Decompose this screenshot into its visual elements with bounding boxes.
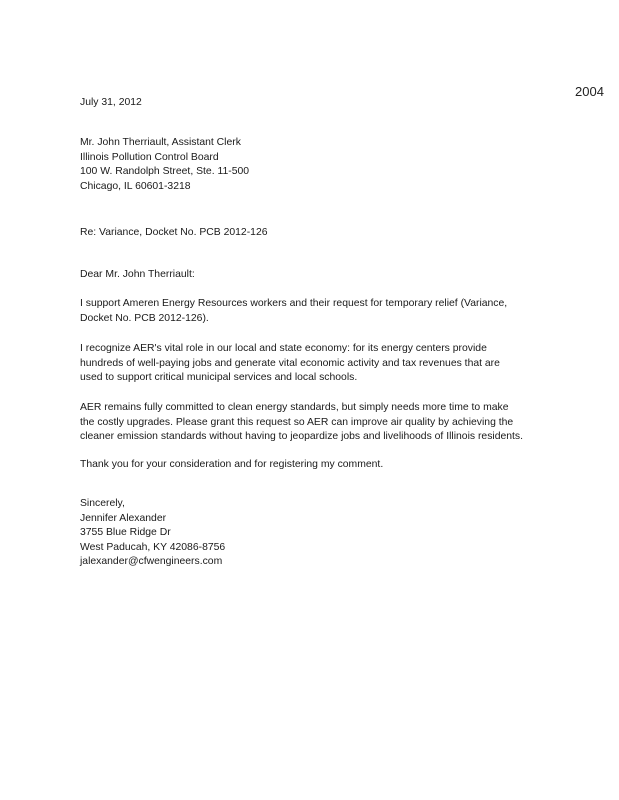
recipient-line: Mr. John Therriault, Assistant Clerk	[80, 137, 241, 148]
paragraph-2-line: hundreds of well-paying jobs and generate vital economic activity and tax revenues that are	[80, 357, 500, 369]
closing: Sincerely,	[80, 498, 125, 509]
paragraph-3-line: cleaner emission standards without having to jeopardize jobs and livelihoods of Illinois residents.	[80, 431, 524, 442]
paragraph-3-line: AER remains fully committed to clean energy standards, but simply needs more time to make	[80, 402, 509, 413]
signature-name: Jennifer Alexander	[80, 512, 167, 524]
paragraph-2-line: I recognize AER's vital role in our local and state economy: for its energy centers provide	[80, 343, 487, 354]
letter-date: July 31, 2012	[80, 97, 142, 108]
recipient-line: Chicago, IL 60601-3218	[80, 180, 191, 192]
signature-email: jalexander@cfwengineers.com	[80, 556, 223, 567]
paragraph-3-line: the costly upgrades. Please grant this request so AER can improve air quality by achieving the	[80, 416, 514, 428]
page-number: 2004	[575, 84, 604, 99]
salutation: Dear Mr. John Therriault:	[80, 269, 195, 280]
paragraph-4-line: Thank you for your consideration and for registering my comment.	[80, 459, 384, 470]
paragraph-1-line: I support Ameren Energy Resources workers and their request for temporary relief (Variance,	[80, 298, 508, 309]
recipient-line: Illinois Pollution Control Board	[80, 151, 219, 163]
re-line: Re: Variance, Docket No. PCB 2012-126	[80, 227, 268, 238]
paragraph-1-line: Docket No. PCB 2012-126).	[80, 312, 209, 324]
signature-address: 3755 Blue Ridge Dr	[80, 527, 171, 538]
paragraph-2-line: used to support critical municipal services and local schools.	[80, 372, 358, 383]
signature-city: West Paducah, KY 42086-8756	[80, 541, 226, 553]
recipient-line: 100 W. Randolph Street, Ste. 11-500	[80, 166, 250, 177]
